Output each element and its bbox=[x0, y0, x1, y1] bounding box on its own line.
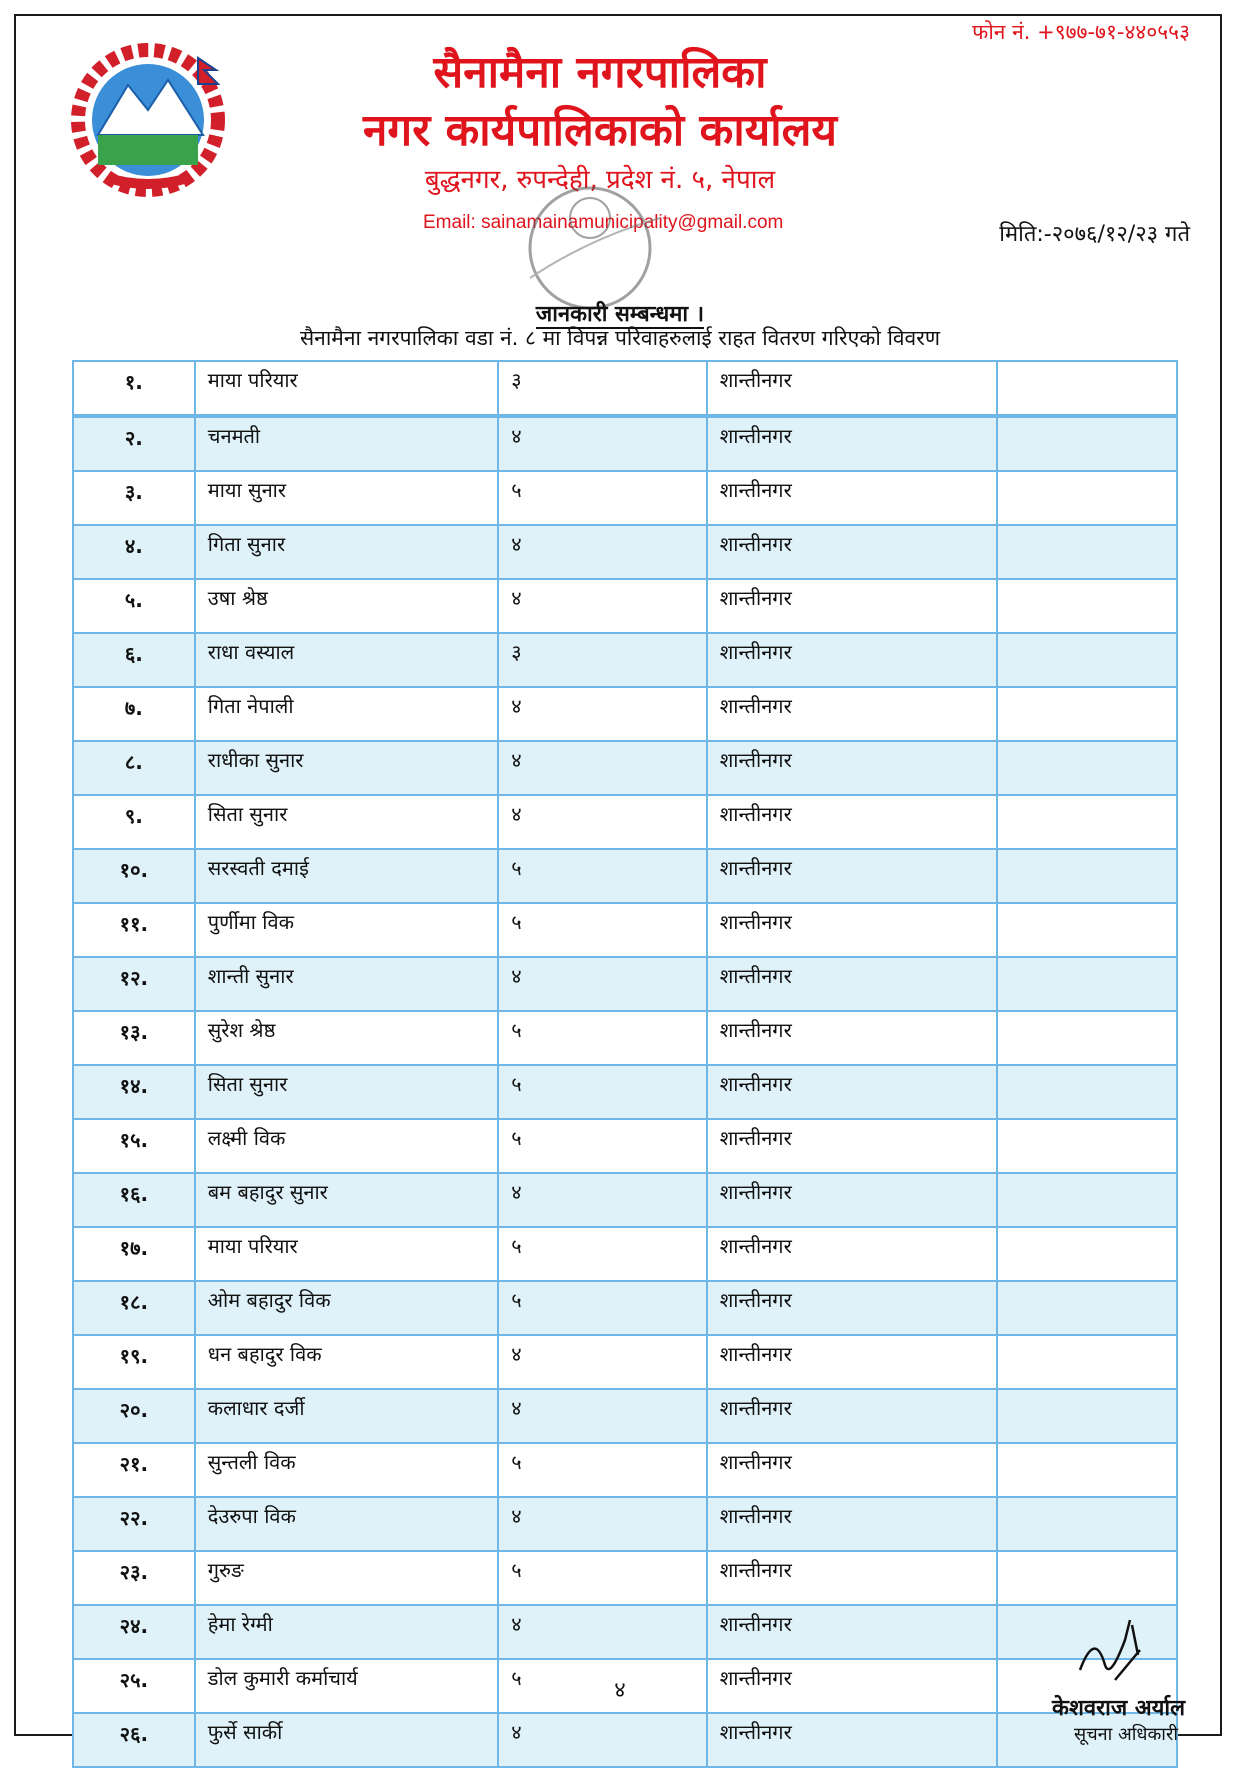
page-number: ४ bbox=[614, 1678, 626, 1703]
serial-number-cell: २५. bbox=[73, 1659, 195, 1713]
remarks-cell bbox=[997, 1065, 1177, 1119]
table-row bbox=[73, 849, 1177, 903]
office-address: बुद्धनगर, रुपन्देही, प्रदेश नं. ५, नेपाल bbox=[424, 165, 776, 195]
table-row bbox=[73, 1173, 1177, 1227]
remarks-cell bbox=[997, 1443, 1177, 1497]
place-cell: शान्तीनगर bbox=[707, 795, 998, 849]
table-row bbox=[73, 361, 1177, 416]
table-row bbox=[73, 1281, 1177, 1335]
letter-date: मिति:-२०७६/१२/२३ गते bbox=[999, 222, 1190, 247]
serial-number-cell: १२. bbox=[73, 957, 195, 1011]
name-cell: बम बहादुर सुनार bbox=[195, 1173, 498, 1227]
remarks-cell bbox=[997, 1497, 1177, 1551]
table-row bbox=[73, 471, 1177, 525]
table-row bbox=[73, 1011, 1177, 1065]
serial-number-cell: २०. bbox=[73, 1389, 195, 1443]
remarks-cell bbox=[997, 849, 1177, 903]
family-members-cell: ५ bbox=[498, 1119, 706, 1173]
place-cell: शान्तीनगर bbox=[707, 1119, 998, 1173]
remarks-cell bbox=[997, 1389, 1177, 1443]
table-row bbox=[73, 741, 1177, 795]
place-cell: शान्तीनगर bbox=[707, 1335, 998, 1389]
family-members-cell: ४ bbox=[498, 1173, 706, 1227]
table-row bbox=[73, 1551, 1177, 1605]
serial-number-cell: १. bbox=[73, 361, 195, 416]
family-members-cell: ४ bbox=[498, 687, 706, 741]
family-members-cell: ४ bbox=[498, 1605, 706, 1659]
family-members-cell: ४ bbox=[498, 579, 706, 633]
serial-number-cell: ३. bbox=[73, 471, 195, 525]
serial-number-cell: २४. bbox=[73, 1605, 195, 1659]
place-cell: शान्तीनगर bbox=[707, 1281, 998, 1335]
place-cell: शान्तीनगर bbox=[707, 903, 998, 957]
serial-number-cell: १४. bbox=[73, 1065, 195, 1119]
table-row bbox=[73, 1605, 1177, 1659]
place-cell: शान्तीनगर bbox=[707, 1227, 998, 1281]
table-row bbox=[73, 416, 1177, 471]
serial-number-cell: २१. bbox=[73, 1443, 195, 1497]
serial-number-cell: १५. bbox=[73, 1119, 195, 1173]
serial-number-cell: ४. bbox=[73, 525, 195, 579]
office-email: Email: sainamainamunicipality@gmail.com bbox=[423, 212, 784, 233]
name-cell: धन बहादुर विक bbox=[195, 1335, 498, 1389]
place-cell: शान्तीनगर bbox=[707, 471, 998, 525]
family-members-cell: ५ bbox=[498, 1443, 706, 1497]
family-members-cell: ४ bbox=[498, 1713, 706, 1767]
serial-number-cell: ६. bbox=[73, 633, 195, 687]
family-members-cell: ५ bbox=[498, 471, 706, 525]
remarks-cell bbox=[997, 1119, 1177, 1173]
name-cell: सिता सुनार bbox=[195, 1065, 498, 1119]
name-cell: कलाधार दर्जी bbox=[195, 1389, 498, 1443]
serial-number-cell: १६. bbox=[73, 1173, 195, 1227]
signature-mark bbox=[1070, 1610, 1150, 1690]
remarks-cell bbox=[997, 1335, 1177, 1389]
family-members-cell: ३ bbox=[498, 361, 706, 416]
table-row bbox=[73, 525, 1177, 579]
place-cell: शान्तीनगर bbox=[707, 1443, 998, 1497]
place-cell: शान्तीनगर bbox=[707, 687, 998, 741]
place-cell: शान्तीनगर bbox=[707, 1389, 998, 1443]
name-cell: डोल कुमारी कर्माचार्य bbox=[195, 1659, 498, 1713]
family-members-cell: ४ bbox=[498, 525, 706, 579]
family-members-cell: ५ bbox=[498, 1065, 706, 1119]
table-row bbox=[73, 1227, 1177, 1281]
serial-number-cell: ११. bbox=[73, 903, 195, 957]
family-members-cell: ४ bbox=[498, 1497, 706, 1551]
name-cell: सुरेश श्रेष्ठ bbox=[195, 1011, 498, 1065]
table-row bbox=[73, 1443, 1177, 1497]
remarks-cell bbox=[997, 361, 1177, 416]
name-cell: गिता सुनार bbox=[195, 525, 498, 579]
serial-number-cell: १३. bbox=[73, 1011, 195, 1065]
table-row bbox=[73, 1065, 1177, 1119]
name-cell: सिता सुनार bbox=[195, 795, 498, 849]
remarks-cell bbox=[997, 1551, 1177, 1605]
name-cell: पुर्णीमा विक bbox=[195, 903, 498, 957]
family-members-cell: ४ bbox=[498, 416, 706, 471]
place-cell: शान्तीनगर bbox=[707, 416, 998, 471]
table-row bbox=[73, 795, 1177, 849]
serial-number-cell: २३. bbox=[73, 1551, 195, 1605]
family-members-cell: ४ bbox=[498, 1389, 706, 1443]
remarks-cell bbox=[997, 741, 1177, 795]
family-members-cell: ४ bbox=[498, 741, 706, 795]
phone-number: फोन नं. +९७७-७१-४४०५५३ bbox=[972, 20, 1190, 44]
name-cell: माया परियार bbox=[195, 1227, 498, 1281]
signatory-name: केशवराज अर्याल bbox=[1052, 1696, 1185, 1721]
family-members-cell: ४ bbox=[498, 795, 706, 849]
family-members-cell: ५ bbox=[498, 1227, 706, 1281]
place-cell: शान्तीनगर bbox=[707, 1713, 998, 1767]
family-members-cell: ५ bbox=[498, 1011, 706, 1065]
place-cell: शान्तीनगर bbox=[707, 1605, 998, 1659]
serial-number-cell: ७. bbox=[73, 687, 195, 741]
family-members-cell: ४ bbox=[498, 1335, 706, 1389]
serial-number-cell: १८. bbox=[73, 1281, 195, 1335]
serial-number-cell: २. bbox=[73, 416, 195, 471]
name-cell: चनमती bbox=[195, 416, 498, 471]
remarks-cell bbox=[997, 687, 1177, 741]
office-title-line2: नगर कार्यपालिकाको कार्यालय bbox=[363, 105, 837, 156]
table-row bbox=[73, 1389, 1177, 1443]
remarks-cell bbox=[997, 1281, 1177, 1335]
name-cell: माया सुनार bbox=[195, 471, 498, 525]
table-row bbox=[73, 579, 1177, 633]
name-cell: देउरुपा विक bbox=[195, 1497, 498, 1551]
table-row bbox=[73, 903, 1177, 957]
name-cell: माया परियार bbox=[195, 361, 498, 416]
remarks-cell bbox=[997, 1227, 1177, 1281]
name-cell: लक्ष्मी विक bbox=[195, 1119, 498, 1173]
remarks-cell bbox=[997, 633, 1177, 687]
table-row bbox=[73, 957, 1177, 1011]
name-cell: फुर्से सार्की bbox=[195, 1713, 498, 1767]
place-cell: शान्तीनगर bbox=[707, 741, 998, 795]
place-cell: शान्तीनगर bbox=[707, 525, 998, 579]
place-cell: शान्तीनगर bbox=[707, 849, 998, 903]
family-members-cell: ५ bbox=[498, 849, 706, 903]
serial-number-cell: १९. bbox=[73, 1335, 195, 1389]
name-cell: राधा वस्याल bbox=[195, 633, 498, 687]
office-stamp bbox=[490, 178, 690, 318]
remarks-cell bbox=[997, 525, 1177, 579]
name-cell: सुन्तली विक bbox=[195, 1443, 498, 1497]
table-row bbox=[73, 633, 1177, 687]
table-row bbox=[73, 1713, 1177, 1767]
name-cell: गुरुङ bbox=[195, 1551, 498, 1605]
serial-number-cell: २६. bbox=[73, 1713, 195, 1767]
remarks-cell bbox=[997, 1173, 1177, 1227]
serial-number-cell: २२. bbox=[73, 1497, 195, 1551]
place-cell: शान्तीनगर bbox=[707, 1497, 998, 1551]
serial-number-cell: १०. bbox=[73, 849, 195, 903]
signatory-title: सूचना अधिकारी bbox=[1074, 1724, 1178, 1745]
remarks-cell bbox=[997, 903, 1177, 957]
place-cell: शान्तीनगर bbox=[707, 1065, 998, 1119]
serial-number-cell: १७. bbox=[73, 1227, 195, 1281]
name-cell: शान्ती सुनार bbox=[195, 957, 498, 1011]
place-cell: शान्तीनगर bbox=[707, 1659, 998, 1713]
remarks-cell bbox=[997, 416, 1177, 471]
serial-number-cell: ८. bbox=[73, 741, 195, 795]
family-members-cell: ३ bbox=[498, 633, 706, 687]
family-members-cell: ५ bbox=[498, 903, 706, 957]
table-row bbox=[73, 1119, 1177, 1173]
relief-table bbox=[72, 360, 1178, 1768]
name-cell: उषा श्रेष्ठ bbox=[195, 579, 498, 633]
name-cell: हेमा रेग्मी bbox=[195, 1605, 498, 1659]
place-cell: शान्तीनगर bbox=[707, 579, 998, 633]
place-cell: शान्तीनगर bbox=[707, 361, 998, 416]
place-cell: शान्तीनगर bbox=[707, 957, 998, 1011]
remarks-cell bbox=[997, 1011, 1177, 1065]
remarks-cell bbox=[997, 471, 1177, 525]
name-cell: सरस्वती दमाई bbox=[195, 849, 498, 903]
place-cell: शान्तीनगर bbox=[707, 1173, 998, 1227]
table-row bbox=[73, 1497, 1177, 1551]
remarks-cell bbox=[997, 795, 1177, 849]
place-cell: शान्तीनगर bbox=[707, 1011, 998, 1065]
remarks-cell bbox=[997, 957, 1177, 1011]
letter-subject: जानकारी सम्बन्धमा । bbox=[535, 302, 705, 327]
family-members-cell: ५ bbox=[498, 1281, 706, 1335]
name-cell: गिता नेपाली bbox=[195, 687, 498, 741]
remarks-cell bbox=[997, 579, 1177, 633]
serial-number-cell: ९. bbox=[73, 795, 195, 849]
table-row bbox=[73, 1335, 1177, 1389]
place-cell: शान्तीनगर bbox=[707, 633, 998, 687]
family-members-cell: ५ bbox=[498, 1551, 706, 1605]
name-cell: राधीका सुनार bbox=[195, 741, 498, 795]
family-members-cell: ४ bbox=[498, 957, 706, 1011]
serial-number-cell: ५. bbox=[73, 579, 195, 633]
table-description: सैनामैना नगरपालिका वडा नं. ८ मा विपन्न परिवाहरुलाई राहत वितरण गरिएको विवरण bbox=[299, 326, 941, 350]
family-members-cell: ५ bbox=[498, 1659, 706, 1713]
name-cell: ओम बहादुर विक bbox=[195, 1281, 498, 1335]
office-title-line1: सैनामैना नगरपालिका bbox=[433, 47, 767, 98]
table-row bbox=[73, 687, 1177, 741]
place-cell: शान्तीनगर bbox=[707, 1551, 998, 1605]
